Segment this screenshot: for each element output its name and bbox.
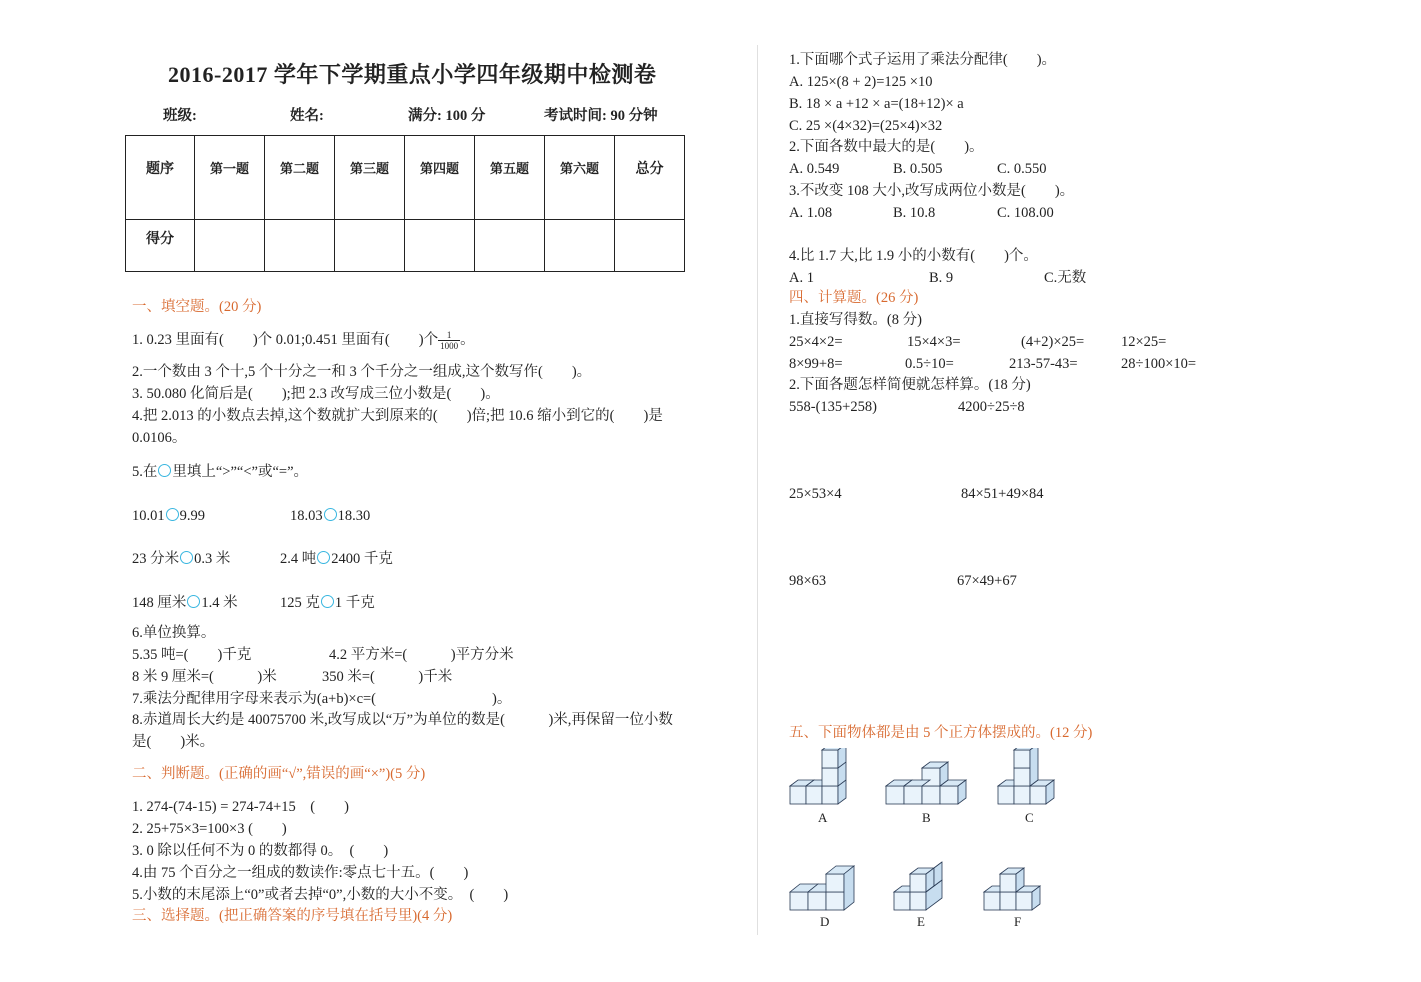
option: C. 0.550 <box>997 161 1047 177</box>
question: 1. 274-(74-15) = 274-74+15 ( ) <box>132 799 349 815</box>
option: B. 0.505 <box>893 161 943 177</box>
question: 2.下面各题怎样简便就怎样算。(18 分) <box>789 377 1031 393</box>
calc-item: (4+2)×25= <box>1021 334 1085 350</box>
question: 1.直接写得数。(8 分) <box>789 312 922 328</box>
exam-time: 考试时间: 90 分钟 <box>544 108 658 124</box>
compare-right: 18.30 <box>337 508 371 524</box>
score-header-cell: 第六题 <box>545 136 615 220</box>
question-text: 1. 0.23 里面有( )个 0.01;0.451 里面有( )个 <box>132 331 439 348</box>
circle-icon[interactable] <box>166 508 179 521</box>
section2-heading: 二、判断题。(正确的画“√”,错误的画“×”)(5 分) <box>132 766 426 782</box>
question <box>132 330 475 351</box>
option: B. 18 × a +12 × a=(18+12)× a <box>789 96 964 112</box>
compare-right: 9.99 <box>179 508 205 524</box>
score-header-cell: 题序 <box>126 136 195 220</box>
section3-heading: 三、选择题。(把正确答案的序号填在括号里)(4 分) <box>132 908 453 924</box>
question-text: 5.在 <box>132 464 158 480</box>
question: 350 米=( )千米 <box>322 669 453 685</box>
cube-figure-c <box>994 748 1066 810</box>
fraction <box>438 330 460 351</box>
question: 7.乘法分配律用字母来表示为(a+b)×c=( )。 <box>132 691 512 707</box>
score-table <box>125 135 685 272</box>
score-header-cell: 第四题 <box>405 136 475 220</box>
compare-right: 1.4 米 <box>201 595 238 611</box>
calc-item: 98×63 <box>789 573 827 589</box>
option: C.无数 <box>1044 270 1087 286</box>
option: C. 108.00 <box>997 205 1054 221</box>
figure-label: A <box>818 810 828 825</box>
compare-left: 18.03 <box>290 508 323 524</box>
compare-item[interactable] <box>132 507 205 525</box>
question: 4.比 1.7 大,比 1.9 小的小数有( )个。 <box>789 248 1038 264</box>
score-cell[interactable] <box>405 220 475 272</box>
option: A. 125×(8 + 2)=125 ×10 <box>789 74 933 90</box>
cube-figure-f <box>980 862 1056 916</box>
page-title: 2016-2017 学年下学期重点小学四年级期中检测卷 <box>168 62 657 87</box>
full-score: 满分: 100 分 <box>408 108 486 124</box>
cube-figure-b <box>882 760 974 810</box>
question: 是( )米。 <box>132 734 215 750</box>
score-cell[interactable] <box>335 220 405 272</box>
score-header-cell: 第一题 <box>195 136 265 220</box>
compare-left: 23 分米 <box>132 551 180 567</box>
option: A. 0.549 <box>789 161 840 177</box>
compare-item[interactable] <box>290 507 370 525</box>
question: 4.2 平方米=( )平方分米 <box>329 647 514 663</box>
question: 4.由 75 个百分之一组成的数读作:零点七十五。( ) <box>132 865 469 881</box>
question: 2. 25+75×3=100×3 ( ) <box>132 821 287 837</box>
option: C. 25 ×(4×32)=(25×4)×32 <box>789 118 943 134</box>
figure-label: F <box>1014 914 1022 929</box>
circle-icon[interactable] <box>317 551 330 564</box>
compare-right: 1 千克 <box>334 595 375 611</box>
compare-right: 2400 千克 <box>331 551 393 567</box>
calc-item: 213-57-43= <box>1009 356 1078 372</box>
compare-left: 2.4 吨 <box>280 551 317 567</box>
figure-label: E <box>917 914 925 929</box>
question: 2.下面各数中最大的是( )。 <box>789 139 984 155</box>
option: A. 1 <box>789 270 814 286</box>
cube-figure-a <box>786 748 858 810</box>
question: 3.不改变 108 大小,改写成两位小数是( )。 <box>789 183 1075 199</box>
option: B. 9 <box>929 270 954 286</box>
question: 2.一个数由 3 个十,5 个十分之一和 3 个千分之一组成,这个数写作( )。 <box>132 364 592 380</box>
compare-right: 0.3 米 <box>194 551 231 567</box>
calc-item: 0.5÷10= <box>905 356 954 372</box>
score-header-cell: 第三题 <box>335 136 405 220</box>
score-cell[interactable] <box>195 220 265 272</box>
section4-heading: 四、计算题。(26 分) <box>789 290 919 306</box>
fraction-numerator: 1 <box>438 330 460 341</box>
score-cell[interactable] <box>475 220 545 272</box>
question <box>132 463 308 481</box>
compare-item[interactable] <box>280 550 393 568</box>
question: 0.0106。 <box>132 430 187 446</box>
question: 1.下面哪个式子运用了乘法分配律( )。 <box>789 52 1057 68</box>
compare-item[interactable] <box>132 594 238 612</box>
calc-item: 84×51+49×84 <box>961 486 1044 502</box>
name-label: 姓名: <box>290 108 324 124</box>
score-header-cell: 总分 <box>615 136 685 220</box>
compare-item[interactable] <box>132 550 230 568</box>
figure-label: B <box>922 810 931 825</box>
score-row-label: 得分 <box>126 220 195 272</box>
question: 4.把 2.013 的小数点去掉,这个数就扩大到原来的( )倍;把 10.6 缩小到它的( )是 <box>132 408 663 424</box>
calc-item: 558-(135+258) <box>789 399 877 415</box>
section1-heading: 一、填空题。(20 分) <box>132 299 262 315</box>
option: A. 1.08 <box>789 205 833 221</box>
score-cell[interactable] <box>545 220 615 272</box>
question: 5.35 吨=( )千克 <box>132 647 252 663</box>
question: 5.小数的末尾添上“0”或者去掉“0”,小数的大小不变。 ( ) <box>132 887 509 903</box>
circle-icon[interactable] <box>180 551 193 564</box>
circle-icon[interactable] <box>187 595 200 608</box>
question: 3. 50.080 化简后是( );把 2.3 改写成三位小数是( )。 <box>132 386 500 402</box>
question-text: 。 <box>460 331 475 348</box>
option: B. 10.8 <box>893 205 936 221</box>
cube-figure-d <box>786 862 866 916</box>
question: 8 米 9 厘米=( )米 <box>132 669 277 685</box>
circle-icon[interactable] <box>321 595 334 608</box>
compare-item[interactable] <box>280 594 375 612</box>
question: 8.赤道周长大约是 40075700 米,改写成以“万”为单位的数是( )米,再保留一位小数 <box>132 712 673 728</box>
compare-left: 10.01 <box>132 508 165 524</box>
calc-item: 12×25= <box>1121 334 1167 350</box>
question-text: 里填上“>”“<”或“=”。 <box>172 464 309 480</box>
figure-label: D <box>820 914 830 929</box>
score-cell[interactable] <box>615 220 685 272</box>
circle-icon <box>158 464 171 477</box>
compare-left: 148 厘米 <box>132 595 187 611</box>
calc-item: 67×49+67 <box>957 573 1017 589</box>
cube-figure-e <box>890 860 954 916</box>
calc-item: 15×4×3= <box>907 334 961 350</box>
score-header-cell: 第二题 <box>265 136 335 220</box>
calc-item: 25×4×2= <box>789 334 843 350</box>
compare-left: 125 克 <box>280 595 320 611</box>
fraction-denominator: 1000 <box>440 341 459 351</box>
class-label: 班级: <box>163 108 197 124</box>
section5-heading: 五、下面物体都是由 5 个正方体摆成的。(12 分) <box>789 725 1093 741</box>
score-header-cell: 第五题 <box>475 136 545 220</box>
question: 3. 0 除以任何不为 0 的数都得 0。 ( ) <box>132 843 389 859</box>
question: 6.单位换算。 <box>132 625 216 641</box>
circle-icon[interactable] <box>324 508 337 521</box>
calc-item: 4200÷25÷8 <box>958 399 1025 415</box>
figure-label: C <box>1025 810 1034 825</box>
calc-item: 25×53×4 <box>789 486 842 502</box>
score-cell[interactable] <box>265 220 335 272</box>
calc-item: 28÷100×10= <box>1121 356 1197 372</box>
column-divider <box>757 45 758 935</box>
calc-item: 8×99+8= <box>789 356 843 372</box>
